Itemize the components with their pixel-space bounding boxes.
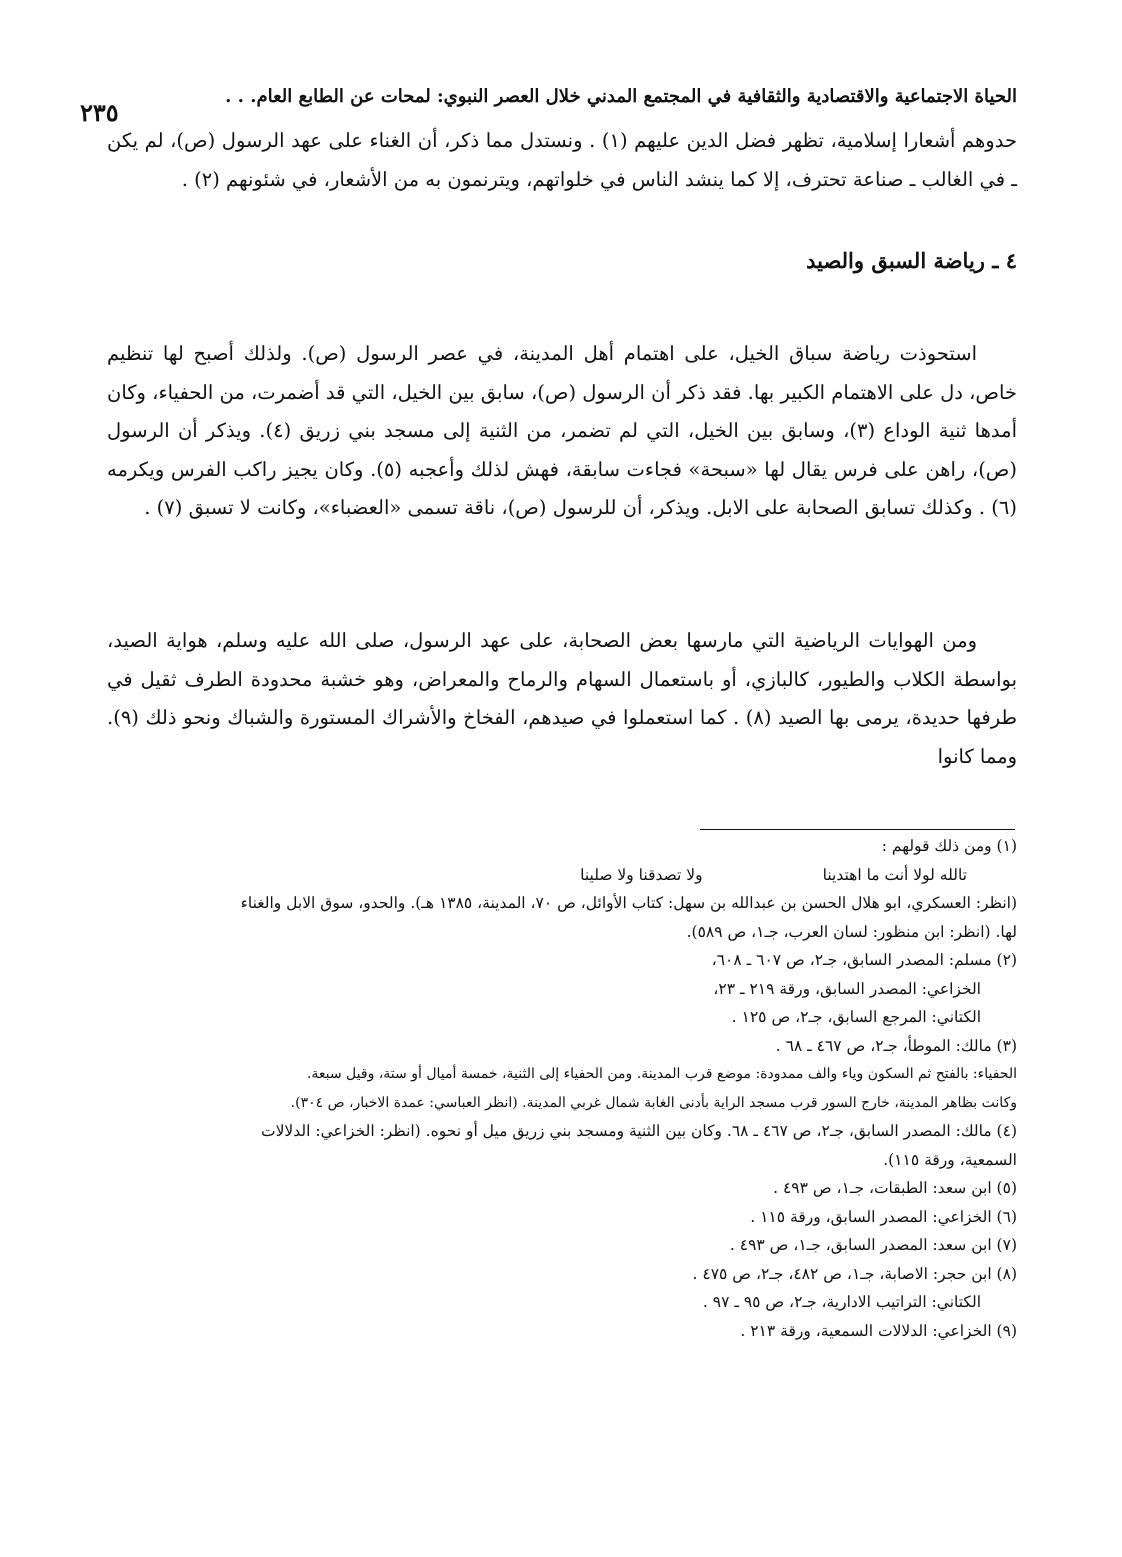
footnote-8: (٨) ابن حجر: الاصابة، جـ١، ص ٤٨٢، جـ٢، ص ٤٧٥ . (692, 1264, 1017, 1283)
footnote-1-intro: (١) ومن ذلك قولهم : (881, 837, 1017, 855)
footnotes (107, 832, 1017, 1345)
footnote-3: (٣) مالك: الموطأ، جـ٢، ص ٤٦٧ ـ ٦٨ . (775, 1036, 1017, 1055)
section-heading: ٤ ـ رياضة السبق والصيد (806, 248, 1017, 273)
footnote-7: (٧) ابن سعد: المصدر السابق، جـ١، ص ٤٩٣ . (729, 1236, 1017, 1254)
footnote-4-cont: السمعية، ورقة ١١٥). (883, 1150, 1017, 1169)
footnote-2-b: الخزاعي: المصدر السابق، ورقة ٢١٩ ـ ٢٣، (713, 979, 981, 998)
verse-hemistich-2: ولا تصدقنا ولا صلينا (580, 865, 703, 884)
footnote-1-ref: (انظر: العسكري، ابو هلال الحسن بن عبدالله بن سهل: كتاب الأوائل، ص ٧٠، المدينة، ١٣٨٥ هـ). والحدو، سوق الابل والغناء (240, 894, 1017, 912)
footnote-5: (٥) ابن سعد: الطبقات، جـ١، ص ٤٩٣ . (773, 1179, 1017, 1197)
footnote-4: (٤) مالك: المصدر السابق، جـ٢، ص ٤٦٧ ـ ٦٨. وكان بين الثنية ومسجد بني زريق ميل أو نحوه. (انظر: الخزاعي: الدلالات (261, 1122, 1017, 1140)
footnote-8-b: الكتاني: التراتيب الادارية، جـ٢، ص ٩٥ ـ ٩٧ . (702, 1293, 981, 1311)
paragraph-1: حدوهم أشعارا إسلامية، تظهر فضل الدين عليهم (١) . ونستدل مما ذكر، أن الغناء على عهد الرسول (ص)، لم يكن ـ في الغالب ـ صناعة تحترف، إلا كما ينشد الناس في خلواتهم، ويترنمون به من الأشعار، في شئونهم (٢) . (107, 129, 1017, 191)
footnote-3-note-cont: وكانت بظاهر المدينة، خارج السور قرب مسجد الراية بأدنى الغابة شمال غربي المدينة. (انظر العباسي: عمدة الاخبار، ص ٣٠٤). (290, 1094, 1017, 1111)
paragraph-2: استحوذت رياضة سباق الخيل، على اهتمام أهل المدينة، في عصر الرسول (ص). ولذلك أصبح لها تنظيم خاص، دل على الاهتمام الكبير بها. فقد ذكر أن الرسول (ص)، سابق بين الخيل، التي قد أضمرت، من الحفياء، وكان أمدها ثنية الوداع (٣)، وسابق بين الخيل، التي لم تضمر، من الثنية إلى مسجد بني زريق (٤). ويذكر أن الرسول (ص)، راهن على فرس يقال لها «سبحة» فجاءت سابقة، فهش لذلك وأعجبه (٥). وكان يجيز راكب الفرس ويكرمه (٦) . وكذلك تسابق الصحابة على الابل. ويذكر، أن للرسول (ص)، ناقة تسمى «العضباء»، وكانت لا تسبق (٧) . (107, 342, 1017, 519)
footnote-separator (700, 829, 1015, 830)
footnote-2-c: الكتاني: المرجع السابق، جـ٢، ص ١٢٥ . (731, 1008, 981, 1026)
paragraph-3: ومن الهوايات الرياضية التي مارسها بعض الصحابة، على عهد الرسول، صلى الله عليه وسلم، هواية الصيد، بواسطة الكلاب والطيور، كالبازي، أو باستعمال السهام والرماح والمعراض، وهو خشبة محدودة الطرف ثقيل في طرفها حديدة، يرمى بها الصيد (٨) . كما استعملوا في صيدهم، الفخاخ والأشراك المستورة والشباك ونحو ذلك (٩). ومما كانوا (107, 629, 1017, 768)
footnote-6: (٦) الخزاعي: المصدر السابق، ورقة ١١٥ . (750, 1207, 1017, 1226)
footnote-2: (٢) مسلم: المصدر السابق، جـ٢، ص ٦٠٧ ـ ٦٠٨، (711, 951, 1017, 969)
verse-hemistich-1: تالله لولا أنت ما اهتدينا (822, 865, 967, 884)
running-header: الحياة الاجتماعية والاقتصادية والثقافية في المجتمع المدني خلال العصر النبوي: لمحات عن الطابع العام. . . (225, 86, 1017, 107)
poetry-verse (107, 861, 1017, 890)
page-number: ٢٣٥ (80, 98, 119, 127)
footnote-1-ref-cont: لها. (انظر: ابن منظور: لسان العرب، جـ١، ص ٥٨٩). (686, 922, 1017, 941)
footnote-3-note: الحفياء: بالفتح ثم السكون وياء والف ممدودة: موضع قرب المدينة. ومن الحفياء إلى الثنية، خمسة أميال أو ستة، وقيل سبعة. (306, 1066, 1017, 1082)
footnote-9: (٩) الخزاعي: الدلالات السمعية، ورقة ٢١٣ . (740, 1321, 1017, 1340)
